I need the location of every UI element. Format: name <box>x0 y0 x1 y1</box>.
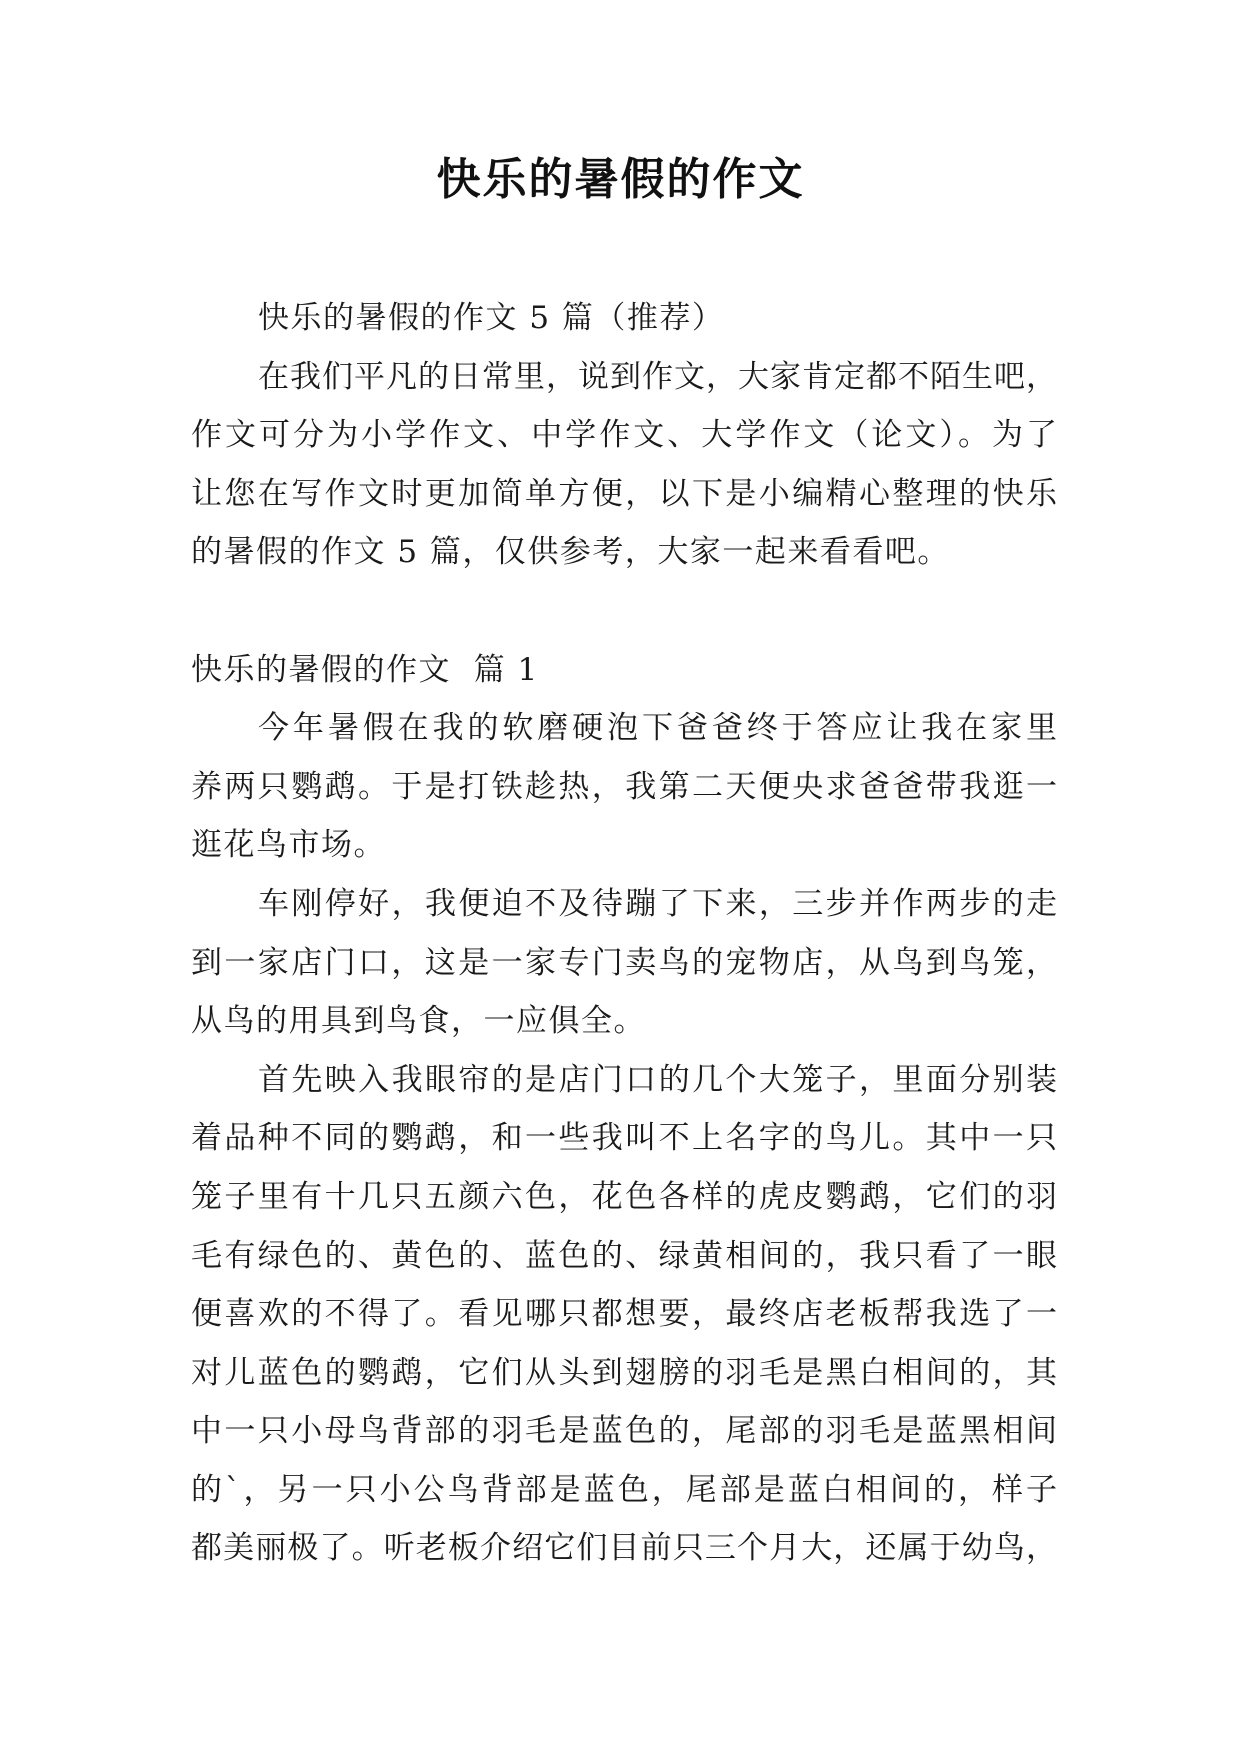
body-line: 着品种不同的鹦鹉，和一些我叫不上名字的鸟儿。其中一只 <box>191 1120 1057 1157</box>
body-line: 养两只鹦鹉。于是打铁趁热，我第二天便央求爸爸带我逛一 <box>191 768 1057 805</box>
body-paragraph <box>191 1051 1057 1578</box>
body-line: 的`，另一只小公鸟背部是蓝色，尾部是蓝白相间的，样子 <box>191 1471 1057 1508</box>
intro-paragraph <box>191 289 1057 348</box>
body-line: 对儿蓝色的鹦鹉，它们从头到翅膀的羽毛是黑白相间的，其 <box>191 1354 1057 1391</box>
document-body <box>191 289 1057 1578</box>
body-line: 首先映入我眼帘的是店门口的几个大笼子，里面分别装 <box>258 1061 1057 1098</box>
intro-line: 作文可分为小学作文、中学作文、大学作文（论文）。为了 <box>191 417 1057 454</box>
intro-line: 快乐的暑假的作文 5 篇（推荐） <box>258 300 725 336</box>
intro-line: 让您在写作文时更加简单方便，以下是小编精心整理的快乐 <box>191 475 1057 512</box>
body-line: 今年暑假在我的软磨硬泡下爸爸终于答应让我在家里 <box>258 710 1057 747</box>
body-line: 逛花鸟市场。 <box>191 827 386 864</box>
body-line: 到一家店门口，这是一家专门卖鸟的宠物店，从鸟到鸟笼， <box>191 944 1057 981</box>
body-line: 从鸟的用具到鸟食，一应俱全。 <box>191 1003 646 1040</box>
page-title: 快乐的暑假的作文 <box>436 154 805 205</box>
body-line: 都美丽极了。听老板介绍它们目前只三个月大，还属于幼鸟， <box>191 1530 1057 1567</box>
body-line: 毛有绿色的、黄色的、蓝色的、绿黄相间的，我只看了一眼 <box>191 1237 1057 1274</box>
body-line: 中一只小母鸟背部的羽毛是蓝色的，尾部的羽毛是蓝黑相间 <box>191 1413 1057 1450</box>
body-line: 便喜欢的不得了。看见哪只都想要，最终店老板帮我选了一 <box>191 1296 1057 1333</box>
body-paragraph <box>191 699 1057 875</box>
body-line: 笼子里有十几只五颜六色，花色各样的虎皮鹦鹉，它们的羽 <box>191 1178 1057 1215</box>
intro-line: 在我们平凡的日常里，说到作文，大家肯定都不陌生吧， <box>258 358 1057 395</box>
intro-line: 的暑假的作文 5 篇，仅供参考，大家一起来看看吧。 <box>191 534 950 571</box>
section-heading: 快乐的暑假的作文 篇 1 <box>191 651 539 688</box>
body-line: 车刚停好，我便迫不及待蹦了下来，三步并作两步的走 <box>258 885 1057 922</box>
intro-paragraph <box>191 348 1057 582</box>
body-paragraph <box>191 875 1057 1051</box>
blank-line <box>191 582 1057 641</box>
